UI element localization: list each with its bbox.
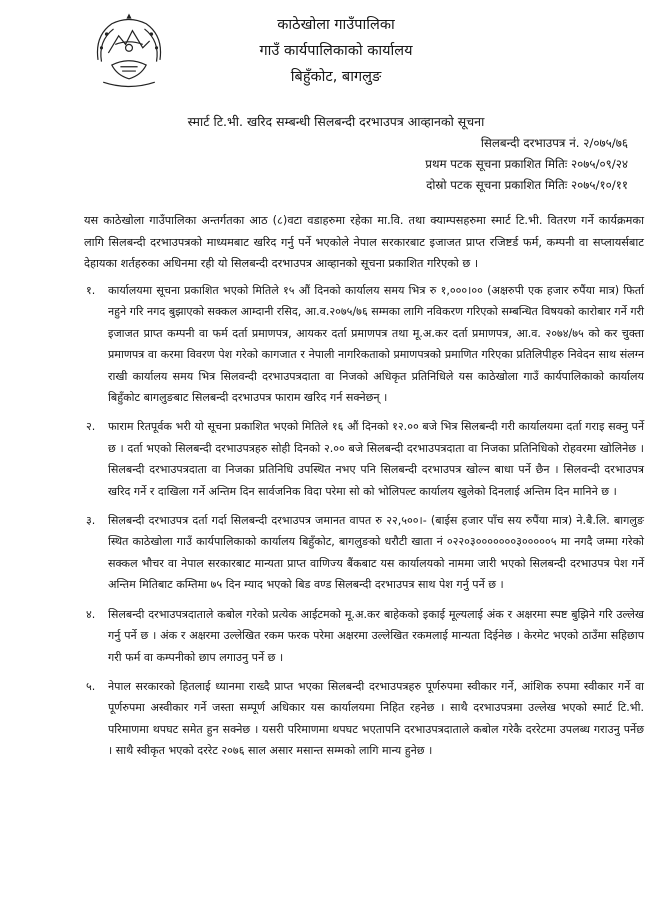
item-text: सिलबन्दी दरभाउपत्रदाताले कबोल गरेको प्रत्येक आईटमको मू.अ.कर बाहेकको इकाई मूल्यलाई अंक र अक्षरमा स्पष्ट बुझिने गरि उल्लेख गर्नु पर्ने छ । अंक र अक्षरमा उल्लेखित रकम फरक परेमा अक्षरमा उल्लेखित रकमलाई मान्यता दिईनेछ । केरमेट भएको ठाउँमा सहिछाप गरी फर्म वा कम्पनीको छाप लगाउनु पर्ने छ । [108,607,644,664]
office-header [0,12,672,90]
municipality-name: काठेखोला गाउँपालिका [277,17,395,33]
reference-number: सिलबन्दी दरभाउपत्र नं. २/०७५/७६ [480,136,628,150]
intro-paragraph: यस काठेखोला गाउँपालिका अन्तर्गतका आठ (८)वटा वडाहरुमा रहेका मा.वि. तथा क्याम्पसहरुमा स्मार्ट टि.भी. वितरण गर्ने कार्यक्रमका लागि सिलबन्दी दरभाउपत्रको माध्यमबाट खरिद गर्नु पर्ने भएकोले नेपाल सरकारबाट इजाजत प्राप्त रजिष्टर्ड फर्म, कम्पनी वा सप्लायर्सबाट देहायका शर्तहरुका अधिनमा रही यो सिलबन्दी दरभाउपत्र आव्हानको सूचना प्रकाशित गरिएको छ । [84,214,644,271]
item-number: १. [86,284,96,297]
condition-item [84,280,644,408]
office-name: गाउँ कार्यपालिकाको कार्यालय [259,43,413,59]
item-text: फाराम रितपूर्वक भरी यो सूचना प्रकाशित भएको मितिले १६ औं दिनको १२.०० बजे भित्र सिलबन्दी गरी कार्यालयमा दर्ता गराइ सक्नु पर्ने छ । दर्ता भएको सिलबन्दी दरभाउपत्रहरु सोही दिनको २.०० बजे सिलबन्दी दरभाउपत्रदाता वा निजका प्रतिनिधिको रोहवरमा खोलिनेछ । सिलबन्दी दरभाउपत्रदाता वा निजका प्रतिनिधि उपस्थित नभए पनि सिलबन्दी दरभाउपत्र खोल्न बाधा पर्ने छैन । सिलवन्दी दरभाउपत्र खरिद गर्ने र दाखिला गर्ने अन्तिम दिन सार्वजनिक विदा परेमा सो को भोलिपल्ट कार्यालय खुलेको दिनलाई अन्तिम दिन मानिने छ । [108,420,644,498]
item-text: सिलबन्दी दरभाउपत्र दर्ता गर्दा सिलबन्दी दरभाउपत्र जमानत वापत रु २२,५००।- (बाईस हजार पाँच सय रुपैंया मात्र) ने.बै.लि. बागलुङ स्थित काठेखोला गाउँ कार्यपालिकाको कार्यालय बिहुँकोट, बागलुङको धरौटी खाता नं ०२२०३०००००००३०००००५ मा नगदै जम्मा गरेको सक्कल भौचर वा नेपाल सरकारबाट मान्यता प्राप्त वाणिज्य बैंकबाट यस कार्यालयको नाममा जारी भएको सिलबन्दी दरभाउपत्र पेश गर्ने अन्तिम मितिबाट कम्तिमा ७५ दिन म्याद भएको बिड वण्ड सिलबन्दी दरभाउपत्र साथ पेश गर्नु पर्ने छ । [108,514,644,592]
condition-item [84,676,644,762]
condition-item [84,510,644,596]
first-publish-date: प्रथम पटक सूचना प्रकाशित मितिः २०७५/०९/२४ [425,157,628,171]
item-text: नेपाल सरकारको हितलाई ध्यानमा राख्दै प्राप्त भएका सिलबन्दी दरभाउपत्रहरु पूर्णरुपमा स्वीकार गर्ने, आंशिक रुपमा स्वीकार गर्ने वा पूर्णरुपमा अस्वीकार गर्ने जस्ता सम्पूर्ण अधिकार यस कार्यालयमा निहित रहनेछ । साथै दरभाउपत्रमा उल्लेख भएको स्मार्ट टि.भी. परिमाणमा थपघट समेत हुन सक्नेछ । यसरी परिमाणमा थपघट भएतापनि दरभाउपत्रदाताले कबोल गरेकै दररेटमा उपलब्ध गराउनु पर्नेछ । साथै स्वीकृत भएको दररेट २०७६ साल असार मसान्त सम्मको लागि मान्य हुनेछ । [108,679,644,758]
office-address: बिहुँकोट, बागलुङ [290,69,382,85]
notice-title: स्मार्ट टि.भी. खरिद सम्बन्धी सिलबन्दी दरभाउपत्र आव्हानको सूचना [187,114,485,129]
conditions-list [84,280,644,762]
item-number: ३. [86,514,96,528]
item-number: ४. [86,607,96,621]
item-number: ५. [86,679,96,693]
second-publish-date: दोस्रो पटक सूचना प्रकाशित मितिः २०७५/१०/११ [426,178,628,192]
item-text: कार्यालयमा सूचना प्रकाशित भएको मितिले १५ औं दिनको कार्यालय समय भित्र रु १,०००।०० (अक्षरुपी एक हजार रुपैंया मात्र) फिर्ता नहुने गरि नगद बुझाएको सक्कल आम्दानी रसिद, आ.व.२०७५/७६ सम्मका लागि नविकरण गरिएको सम्बन्धित विषयको कारोबार गर्ने गरी इजाजत प्राप्त कम्पनी वा फर्म दर्ता प्रमाणपत्र, आयकर दर्ता प्रमाणपत्र तथा मू.अ.कर दर्ता प्रमाणपत्र, आ.व. २०७४/७५ को कर चुक्ता प्रमाणपत्र वा करमा विवरण पेश गरेको कागजात र नेपाली नागरिकताको प्रमाणपत्रको प्रमाणित गरिएका प्रतिलिपीहरु निवेदन साथ संलग्न राखी कार्यालय समय भित्र सिलवन्दी दरभाउपत्रदाता वा निजको अधिकृत प्रतिनिधिले यस काठेखोला गाउँ कार्यपालिकाको कार्यालय बिहुँकोट बागलुङबाट सिलबन्दी दरभाउपत्र फाराम खरिद गर्न सक्नेछन् । [108,284,644,405]
condition-item [84,416,644,502]
notice-meta [425,133,628,196]
condition-item [84,604,644,668]
item-number: २. [86,420,96,434]
